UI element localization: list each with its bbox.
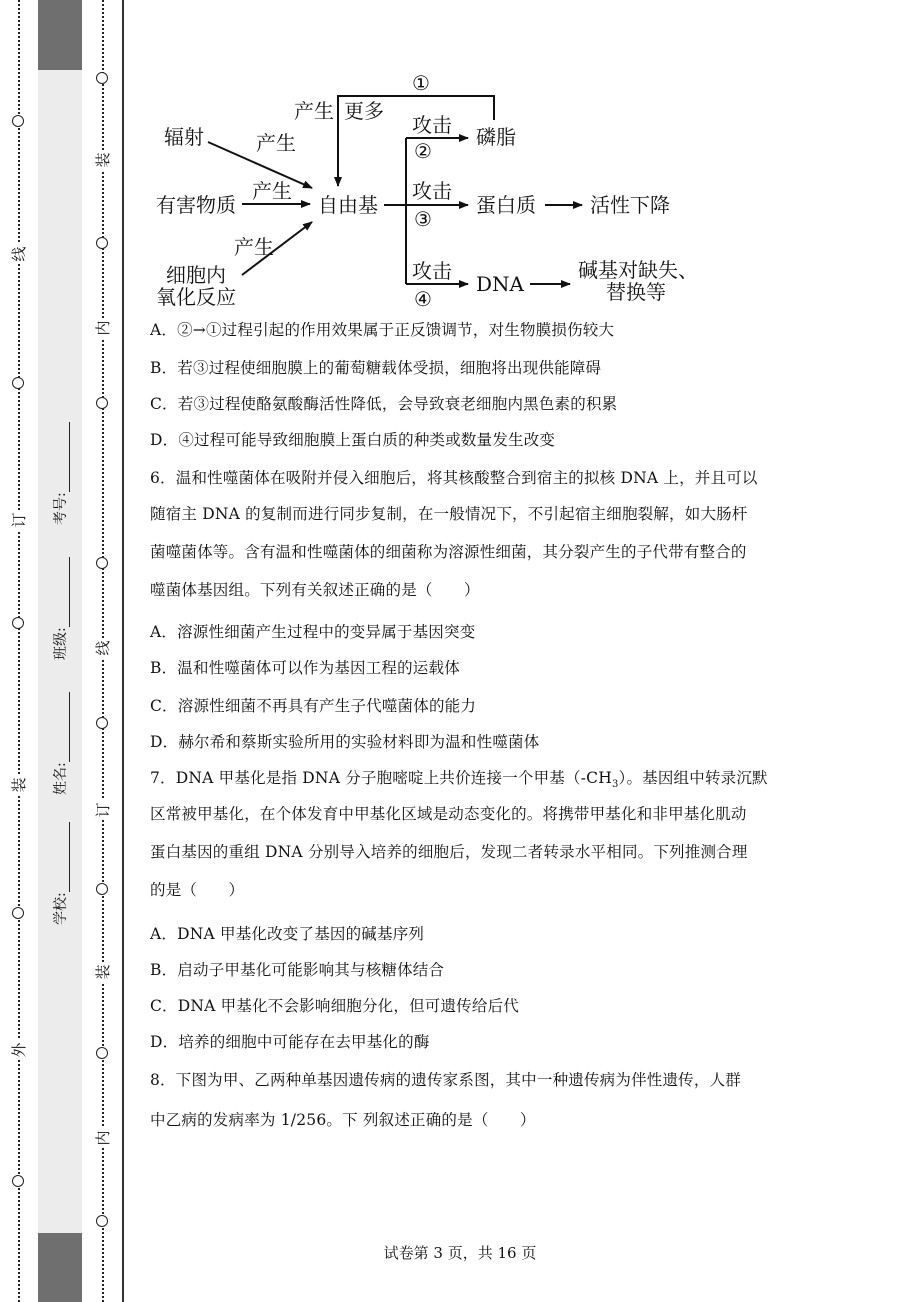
binding-char: 内 — [93, 1128, 113, 1148]
circle-4: ④ — [414, 287, 432, 311]
outer-dotted-line — [18, 0, 20, 1302]
exam-number-field[interactable]: 考号: — [50, 422, 70, 525]
q7-option-d: D．培养的细胞中可能存在去甲基化的酶 — [150, 1033, 430, 1051]
binding-circle — [12, 1175, 24, 1187]
q6-option-a: A．溶源性细菌产生过程中的变异属于基因突变 — [150, 623, 476, 641]
substitution-label: 替换等 — [606, 280, 666, 304]
produce-more-label: 产生 — [294, 99, 334, 123]
attack-label: 攻击 — [412, 179, 452, 203]
binding-char: 装 — [93, 150, 113, 170]
circle-2: ② — [414, 139, 432, 163]
free-radical-label: 自由基 — [318, 193, 378, 217]
q7-option-c: C．DNA 甲基化不会影响细胞分化，但可遗传给后代 — [150, 997, 519, 1015]
q5-option-a: A．②→①过程引起的作用效果属于正反馈调节，对生物膜损伤较大 — [150, 321, 615, 339]
q7-option-b: B．启动子甲基化可能影响其与核糖体结合 — [150, 961, 445, 979]
student-info-strip — [38, 0, 82, 1302]
q6-stem-line: 6．温和性噬菌体在吸附并侵入细胞后，将其核酸整合到宿主的拟核 DNA 上，并且可以 — [150, 469, 758, 487]
q6-stem-line: 噬菌体基因组。下列有关叙述正确的是（ ） — [150, 581, 480, 599]
q7-stem-line: 区常被甲基化，在个体发育中甲基化区域是动态变化的。将携带甲基化和非甲基化肌动 — [150, 805, 747, 823]
inner-binding-strip — [82, 0, 122, 1302]
binding-char: 外 — [9, 1040, 29, 1060]
binding-circle — [12, 115, 24, 127]
more-label: 更多 — [344, 99, 384, 123]
binding-char: 线 — [93, 638, 113, 658]
activity-decrease-label: 活性下降 — [590, 193, 670, 217]
q8-stem-line: 8．下图为甲、乙两种单基因遗传病的遗传家系图，其中一种遗传病为伴性遗传，人群 — [150, 1071, 741, 1089]
intracellular-label: 细胞内 — [166, 263, 226, 287]
outer-binding-strip — [0, 0, 38, 1302]
name-field[interactable]: 姓名: — [50, 692, 70, 795]
binding-circle — [96, 1215, 108, 1227]
base-pair-loss-label: 碱基对缺失、 — [578, 258, 698, 282]
dark-band — [38, 0, 82, 70]
dna-label: DNA — [476, 272, 524, 296]
q6-option-b: B．温和性噬菌体可以作为基因工程的运载体 — [150, 659, 460, 677]
q5-option-c: C．若③过程使酪氨酸酶活性降低，会导致衰老细胞内黑色素的积累 — [150, 395, 618, 413]
binding-char: 线 — [9, 244, 29, 264]
radiation-label: 辐射 — [164, 125, 204, 149]
binding-circle — [96, 557, 108, 569]
circle-3: ③ — [414, 207, 432, 231]
class-field[interactable]: 班级: — [50, 557, 70, 660]
produce-label: 产生 — [234, 235, 274, 259]
q7-stem-line: 7．DNA 甲基化是指 DNA 分子胞嘧啶上共价连接一个甲基$(-CH_3)$。基因组中转录沉默 — [150, 769, 768, 791]
q7-option-a: A．DNA 甲基化改变了基因的碱基序列 — [150, 925, 425, 943]
q6-option-c: C．溶源性细菌不再具有产生子代噬菌体的能力 — [150, 697, 477, 715]
binding-circle — [12, 377, 24, 389]
free-radical-diagram — [150, 60, 710, 310]
q6-stem-line: 菌噬菌体等。含有温和性噬菌体的细菌称为溶源性细菌，其分裂产生的子代带有整合的 — [150, 543, 747, 561]
attack-label: 攻击 — [412, 113, 452, 137]
page-footer: 试卷第 3 页，共 16 页 — [383, 1244, 537, 1262]
protein-label: 蛋白质 — [476, 193, 536, 217]
q6-option-d: D．赫尔希和蔡斯实验所用的实验材料即为温和性噬菌体 — [150, 733, 540, 751]
binding-char: 装 — [93, 962, 113, 982]
binding-char: 装 — [9, 775, 29, 795]
phospholipid-label: 磷脂 — [476, 125, 516, 149]
binding-char: 内 — [93, 318, 113, 338]
q7-stem-line: 的是（ ） — [150, 881, 245, 899]
q7-stem-line: 蛋白基因的重组 DNA 分别导入培养的细胞后，发现二者转录水平相同。下列推测合理 — [150, 843, 748, 861]
binding-circle — [96, 72, 108, 84]
produce-label: 产生 — [252, 179, 292, 203]
binding-circle — [96, 883, 108, 895]
harmful-substance-label: 有害物质 — [156, 193, 236, 217]
q5-option-d: D．④过程可能导致细胞膜上蛋白质的种类或数量发生改变 — [150, 431, 556, 449]
school-field[interactable]: 学校: — [50, 822, 70, 925]
q6-stem-line: 随宿主 DNA 的复制而进行同步复制，在一般情况下，不引起宿主细胞裂解，如大肠杆 — [150, 505, 748, 523]
binding-circle — [96, 717, 108, 729]
circle-1: ① — [412, 71, 430, 95]
binding-circle — [12, 907, 24, 919]
oxidation-label: 氧化反应 — [156, 285, 236, 309]
attack-label: 攻击 — [412, 259, 452, 283]
q8-stem-line: 中乙病的发病率为 1/256。下 列叙述正确的是（ ） — [150, 1111, 536, 1129]
binding-char: 订 — [9, 510, 29, 530]
binding-char: 订 — [93, 800, 113, 820]
binding-circle — [12, 617, 24, 629]
q5-option-b: B．若③过程使细胞膜上的葡萄糖载体受损，细胞将出现供能障碍 — [150, 359, 602, 377]
binding-circle — [96, 397, 108, 409]
binding-circle — [96, 237, 108, 249]
produce-label: 产生 — [256, 131, 296, 155]
margin-border — [122, 0, 124, 1302]
binding-circle — [96, 1047, 108, 1059]
